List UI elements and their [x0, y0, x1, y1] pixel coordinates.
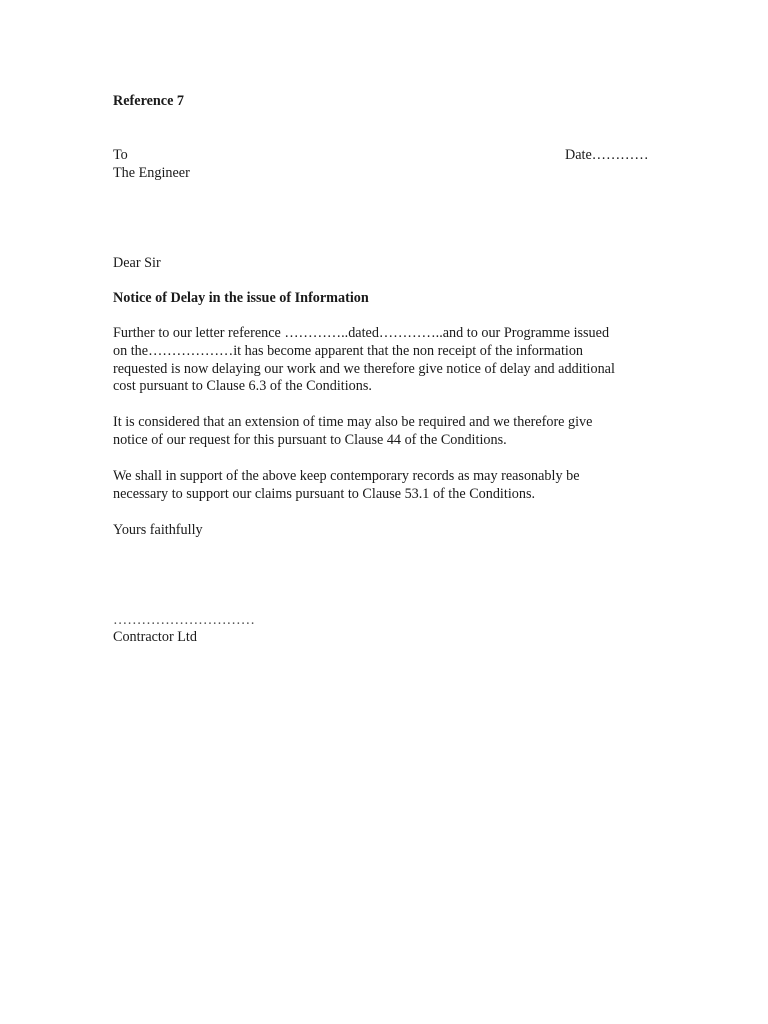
- subject-heading: Notice of Delay in the issue of Information: [113, 290, 369, 306]
- recipient: The Engineer: [113, 165, 190, 181]
- paragraph-line: cost pursuant to Clause 6.3 of the Conditions.: [113, 378, 372, 395]
- paragraph-line: on the………………it has become apparent that the non receipt of the information: [113, 342, 584, 359]
- reference-heading: Reference 7: [113, 93, 185, 109]
- paragraph-3: [113, 468, 658, 504]
- paragraph-line: Further to our letter reference …………..dated…………..and to our Programme issued: [113, 325, 610, 341]
- paragraph-1: [113, 325, 658, 396]
- closing: Yours faithfully: [113, 522, 203, 538]
- paragraph-line: It is considered that an extension of time may also be required and we therefore give: [113, 414, 593, 430]
- salutation: Dear Sir: [113, 255, 161, 271]
- paragraph-line: notice of our request for this pursuant to Clause 44 of the Conditions.: [113, 431, 507, 448]
- signature-line: …………………………: [113, 612, 255, 628]
- paragraph-line: requested is now delaying our work and we therefore give notice of delay and additional: [113, 360, 615, 377]
- to-label: To: [113, 147, 128, 163]
- paragraph-line: necessary to support our claims pursuant to Clause 53.1 of the Conditions.: [113, 485, 536, 502]
- date-field: Date…………: [565, 147, 649, 163]
- paragraph-line: We shall in support of the above keep contemporary records as may reasonably be: [113, 468, 580, 484]
- signatory: Contractor Ltd: [113, 629, 197, 645]
- paragraph-2: [113, 414, 658, 450]
